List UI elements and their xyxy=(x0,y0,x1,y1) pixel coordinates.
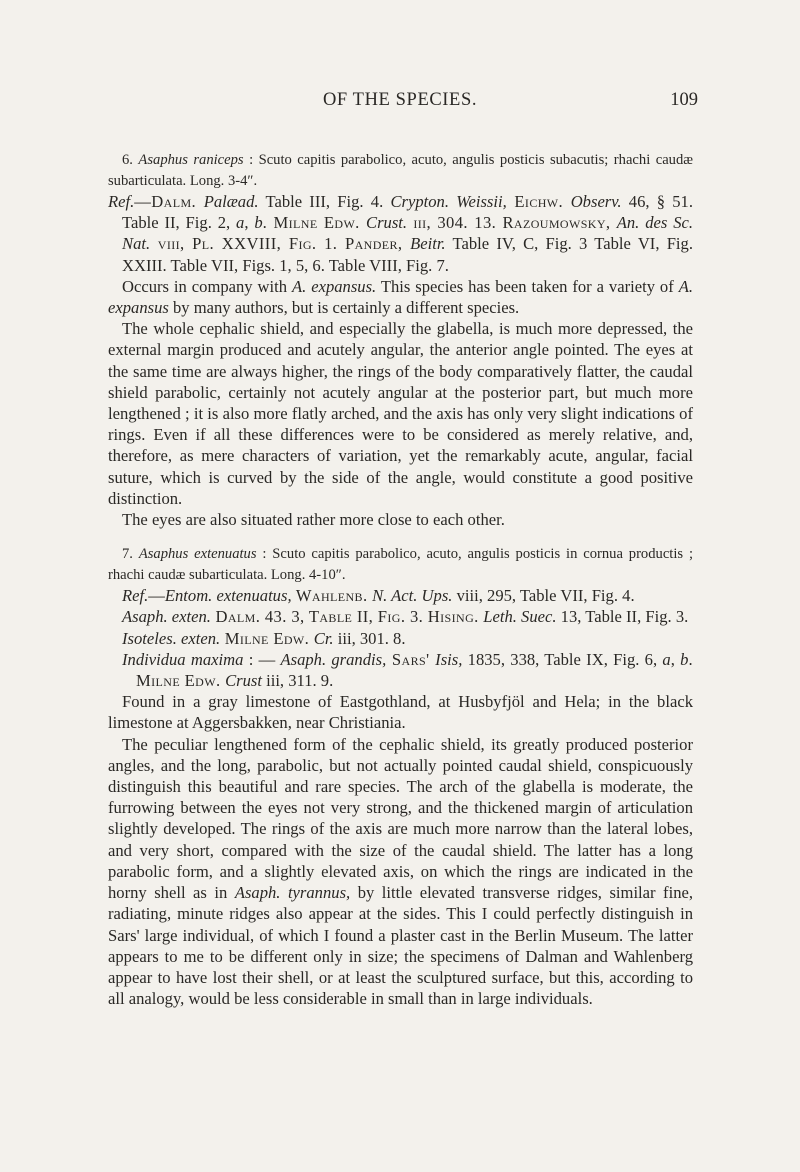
diagnosis-text: : Scuto capitis parabolico, acuto, angulis posticis subacutis; rhachi caudæ subarticulata. Long. 3-4″. xyxy=(108,152,694,189)
occurrence-text: Occurs in company with xyxy=(122,276,292,296)
ref-work: Crust xyxy=(225,671,262,691)
species-6-references xyxy=(108,191,693,276)
ref-figure-letter: b xyxy=(254,213,263,233)
species-7-reference-4 xyxy=(108,649,693,691)
species-7-reference-1 xyxy=(108,585,693,606)
ref-author: Eichw. xyxy=(506,192,571,211)
running-head: OF THE SPECIES. xyxy=(322,90,478,110)
ref-text: iii, 311. 9. xyxy=(261,671,334,691)
ref-work: Entom. extenuatus, xyxy=(164,586,292,606)
species-6-occurrence xyxy=(108,276,693,318)
ref-author: Wahlenb. xyxy=(291,586,373,606)
ref-work: Individua maxima xyxy=(122,649,244,669)
ref-work: An. des Sc. Nat. xyxy=(122,213,694,254)
section-gap xyxy=(108,530,693,544)
page-number: 109 xyxy=(670,90,698,110)
ref-text: 1835, 338, Table IX, Fig. 6, xyxy=(462,649,663,669)
species-name: Asaphus extenuatus xyxy=(138,546,257,563)
ref-label: Ref. xyxy=(122,586,149,606)
species-ref: A. expansus. xyxy=(291,276,377,296)
ref-work: Isoteles. exten. xyxy=(122,628,221,648)
ref-text: , xyxy=(244,213,255,233)
ref-work: Asaph. exten. xyxy=(122,607,211,627)
ref-label: Ref. xyxy=(108,192,135,211)
ref-author: Milne Edw. xyxy=(220,628,314,648)
species-number: 7. xyxy=(122,546,139,563)
ref-work: Isis, xyxy=(435,649,463,669)
ref-text: viii, 295, Table VII, Fig. 4. xyxy=(452,586,635,606)
ref-text: Table III, Fig. 4. xyxy=(258,192,391,211)
ref-text: , xyxy=(670,649,681,669)
species-name: Asaphus raniceps xyxy=(138,152,244,168)
ref-text: Table IV, C, Fig. 3 Table VI, Fig. XXIII. Table VII, Figs. 1, 5, 6. Table VIII, Fig. 7. xyxy=(122,234,693,275)
species-ref: Asaph. tyrannus, xyxy=(234,883,351,903)
description-text: by little elevated transverse ridges, similar fine, radiating, minute ridges also appear at the sides. This I could perfectly distinguish in Sars' large individual, of which I found a plaster cast in the Berlin Museum. The latter appears to me to be different only in size; the specimens of Dalman and Wahlenberg appear to have lost their shell, or at least the sculptured surface, but this, according to all analogy, would be less considerable in small than in large individuals. xyxy=(108,883,694,1009)
ref-work: Observ. xyxy=(570,192,622,211)
ref-work: Beitr. xyxy=(410,234,446,254)
species-7-diagnosis xyxy=(108,544,693,585)
ref-work: Cr. xyxy=(313,628,334,648)
ref-text: 13, Table II, Fig. 3. xyxy=(556,607,689,627)
ref-author: iii, 304. 13. Razoumowsky, xyxy=(407,213,617,233)
diagnosis-text: : Scuto capitis parabolico, acuto, angulis posticis in cornua productis ; rhachi caudæ subarticulata. Long. 4-10″. xyxy=(108,546,693,583)
ref-text: : — xyxy=(243,649,281,669)
ref-figure-letter: b xyxy=(680,649,689,669)
ref-author: —Dalm. xyxy=(134,192,204,211)
ref-author: . Milne Edw. xyxy=(262,213,366,233)
species-7-description xyxy=(108,734,693,1010)
ref-author: viii, Pl. XXVIII, Fig. 1. Pander, xyxy=(150,234,411,254)
ref-author: Dalm. 43. 3, Table II, Fig. 3. Hising. xyxy=(210,607,484,627)
occurrence-text: This species has been taken for a variety of xyxy=(376,276,679,296)
ref-work: Palæad. xyxy=(203,192,259,211)
ref-work: Asaph. grandis, xyxy=(280,649,387,669)
occurrence-text: by many authors, but is certainly a different species. xyxy=(168,298,520,318)
ref-figure-letter: a xyxy=(662,649,671,669)
species-ref: A. expansus xyxy=(108,276,693,318)
ref-author: Sars' xyxy=(386,649,436,669)
page-body xyxy=(108,150,693,1009)
species-7-reference-2 xyxy=(108,606,693,627)
species-6-description: The whole cephalic shield, and especially the glabella, is much more depressed, the external margin produced and acutely angular, the anterior angle pointed. The eyes at the same time are always higher, the rings of the body comparatively flatter, the caudal shield parabolic, certainly not acutely angular at the posterior part, but much more lengthened ; it is also more flatly arched, and the axis has only very slight indications of rings. Even if all these differences were to be considered as merely relative, and, therefore, as mere characters of variation, yet the remarkably acute, angular, facial suture, which is curved by the side of the angle, would constitute a good positive distinction. xyxy=(108,319,693,508)
species-6-eyes-note: The eyes are also situated rather more close to each other. xyxy=(122,510,505,530)
description-text: The peculiar lengthened form of the cephalic shield, its greatly produced posterior angles, and the long, parabolic, but not actually pointed caudal shield, conspicuously distinguish this beautiful and rare species. The arch of the glabella is moderate, the furrowing between the eyes not very strong, and the thickened margin of articulation slightly developed. The rings of the axis are much more narrow than the lateral lobes, and very short, compared with the size of the caudal shield. The latter has a long parabolic form, and a slightly elevated axis, on which the rings are indicated in the horny shell as in xyxy=(108,734,693,903)
ref-work: Crust. xyxy=(366,213,408,233)
ref-work: Crypton. Weissii, xyxy=(390,192,507,211)
ref-work: N. Act. Ups. xyxy=(372,586,453,606)
ref-work: Leth. Suec. xyxy=(483,607,557,627)
ref-author: . Milne Edw. xyxy=(136,649,693,691)
page-header xyxy=(0,90,800,120)
species-6-diagnosis xyxy=(108,150,693,191)
species-number: 6. xyxy=(122,152,139,168)
species-7-locality: Found in a gray limestone of Eastgothland, at Husbyfjöl and Hela; in the black limestone at Aggersbakken, near Christiania. xyxy=(108,692,693,733)
ref-text: iii, 301. 8. xyxy=(333,628,406,648)
ref-figure-letter: a xyxy=(236,213,245,233)
species-7-reference-3 xyxy=(108,628,693,649)
ref-text: 46, § 51. Table II, Fig. 2, xyxy=(122,192,694,233)
ref-text: — xyxy=(148,586,165,606)
